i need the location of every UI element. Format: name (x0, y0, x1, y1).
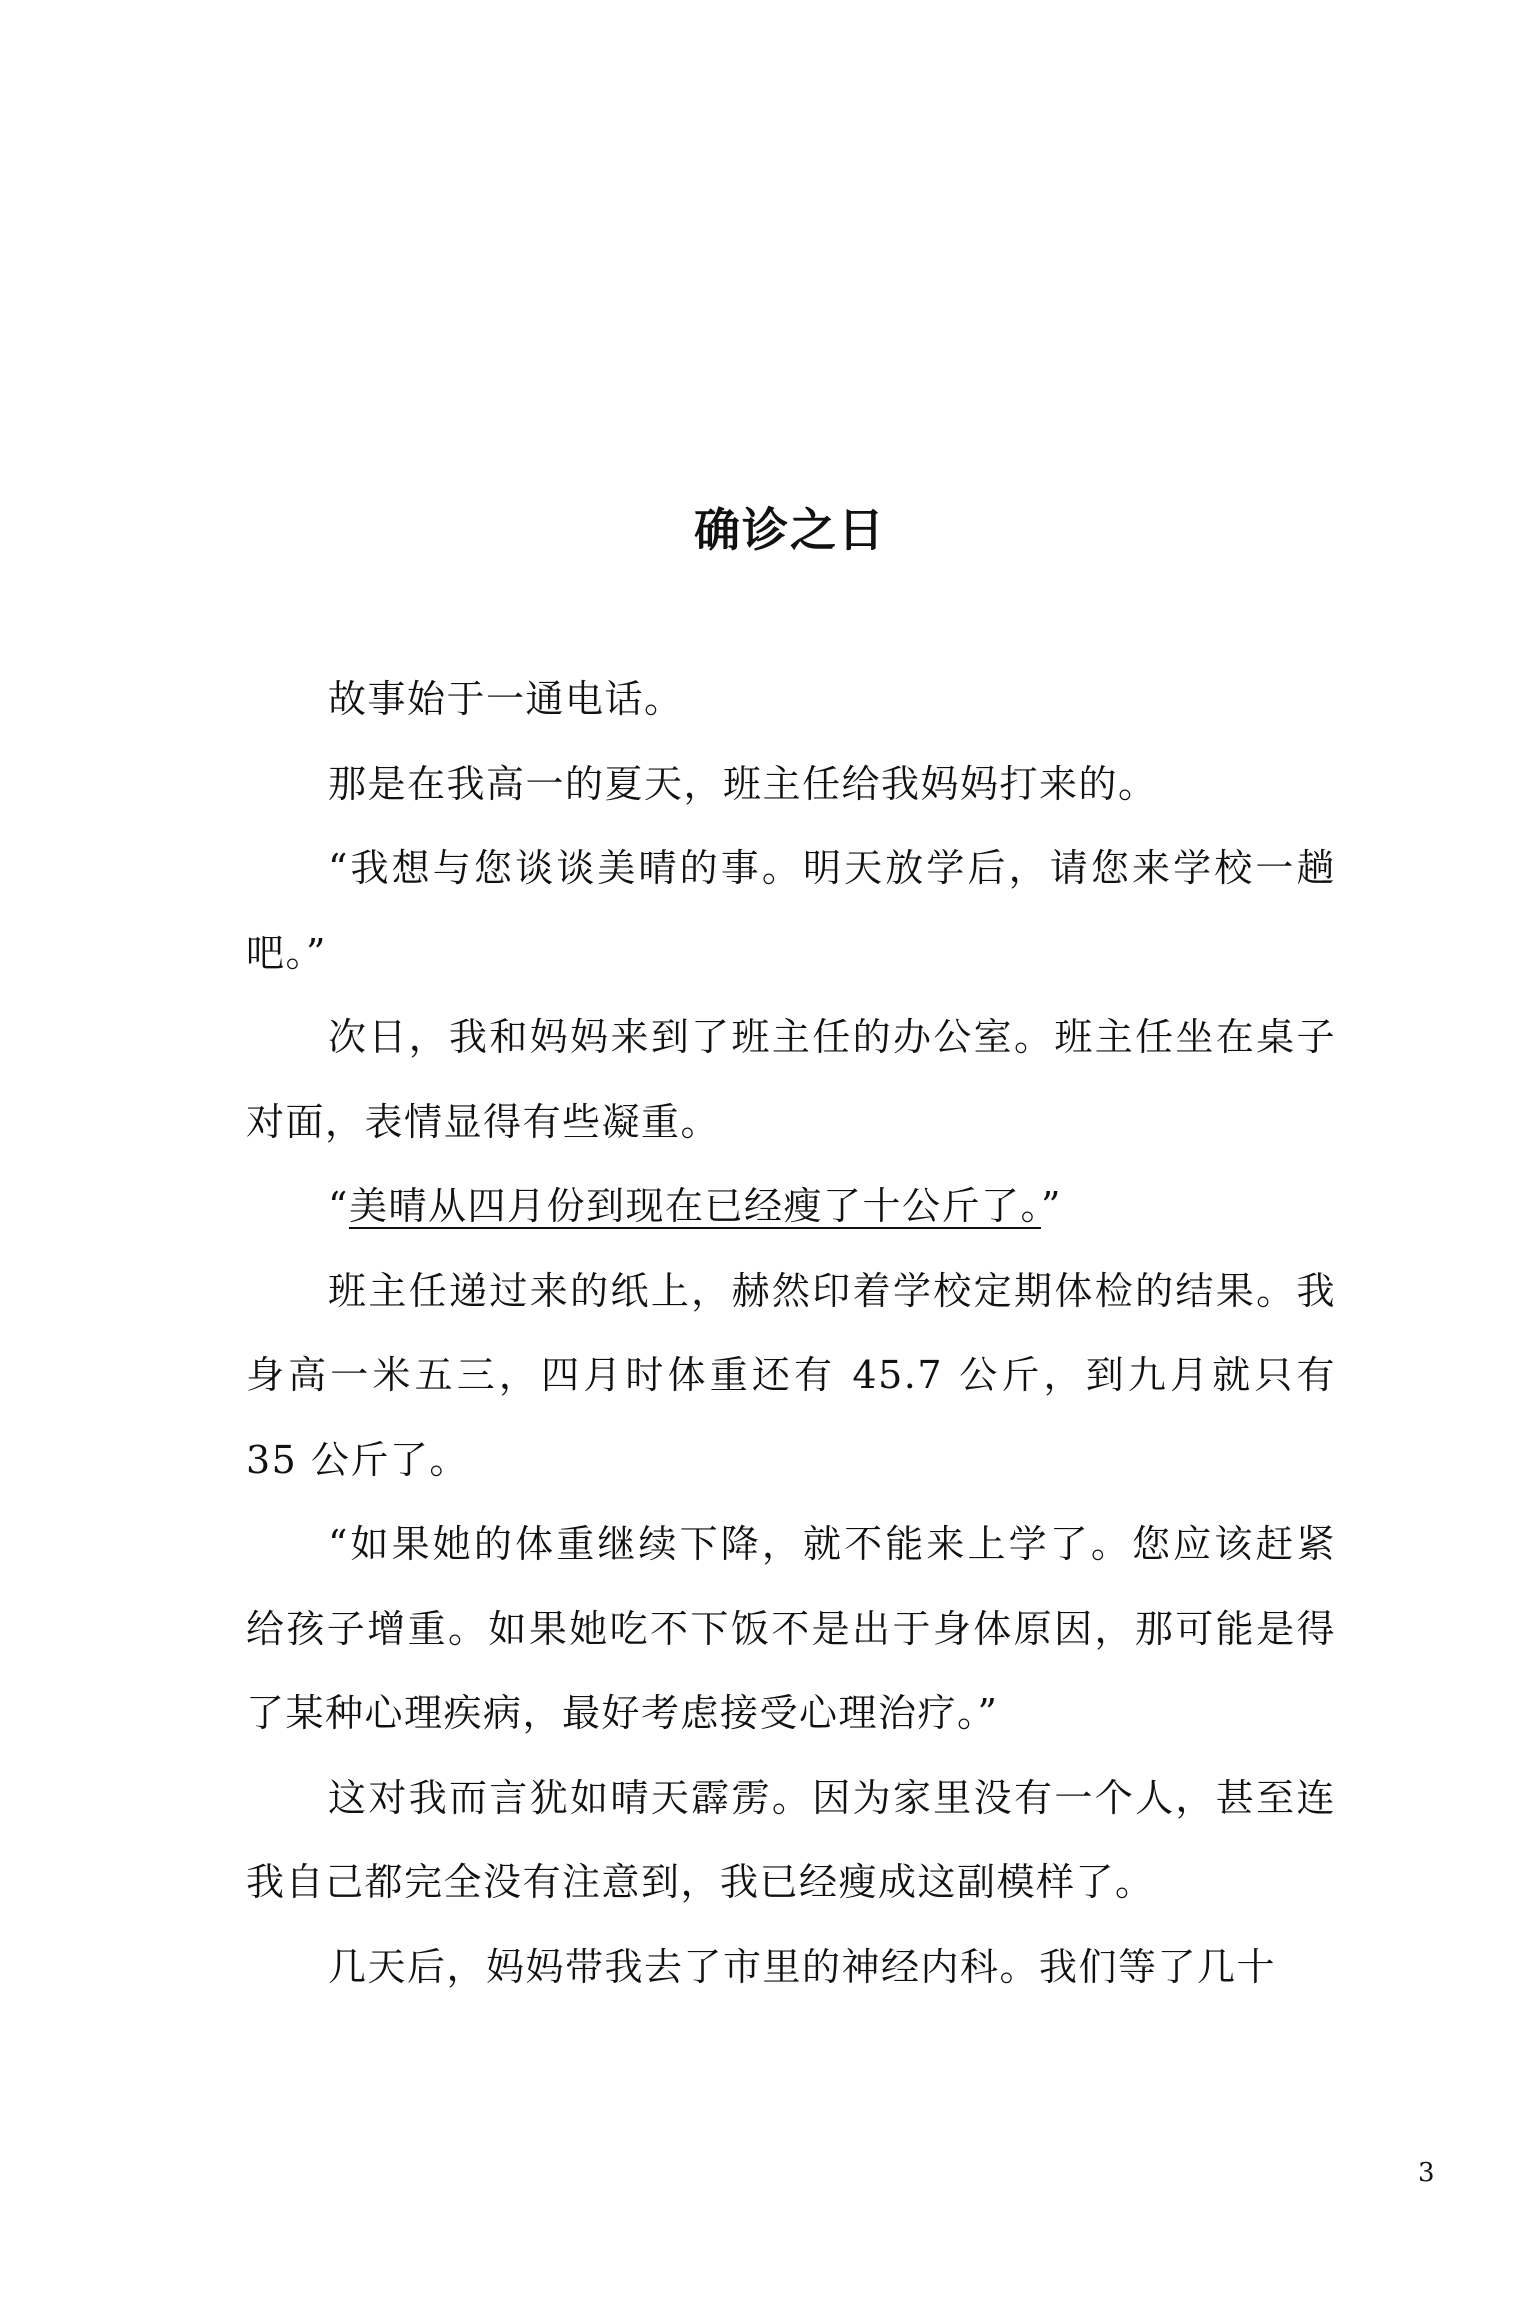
underlined-quote-text: 美晴从四月份到现在已经瘦了十公斤了。 (348, 1184, 1041, 1228)
paragraph: “我想与您谈谈美晴的事。明天放学后，请您来学校一趟吧。” (246, 846, 1336, 975)
body-text (246, 657, 1336, 2009)
paragraph: 故事始于一通电话。 (328, 677, 684, 721)
paragraph: 班主任递过来的纸上，赫然印着学校定期体检的结果。我身高一米五三，四月时体重还有 45.7 公斤，到九月就只有 35 公斤了。 (246, 1268, 1336, 1482)
chapter-title: 确诊之日 (694, 503, 886, 557)
paragraph: 那是在我高一的夏天，班主任给我妈妈打来的。 (328, 761, 1158, 806)
page-number: 3 (1418, 2158, 1435, 2188)
paragraph: “如果她的体重继续下降，就不能来上学了。您应该赶紧给孩子增重。如果她吃不下饭不是出于身体原因，那可能是得了某种心理疾病，最好考虑接受心理治疗。” (246, 1522, 1336, 1735)
open-quote: “ (328, 1184, 349, 1228)
paragraph: 几天后，妈妈带我去了市里的神经内科。我们等了几十 (328, 1944, 1277, 1989)
paragraph-underlined-quote (246, 1164, 1336, 1249)
paragraph: 这对我而言犹如晴天霹雳。因为家里没有一个人，甚至连我自己都完全没有注意到，我已经瘦成这副模样了。 (246, 1775, 1336, 1904)
close-quote: ” (1040, 1184, 1062, 1228)
paragraph: 次日，我和妈妈来到了班主任的办公室。班主任坐在桌子对面，表情显得有些凝重。 (246, 1015, 1336, 1144)
